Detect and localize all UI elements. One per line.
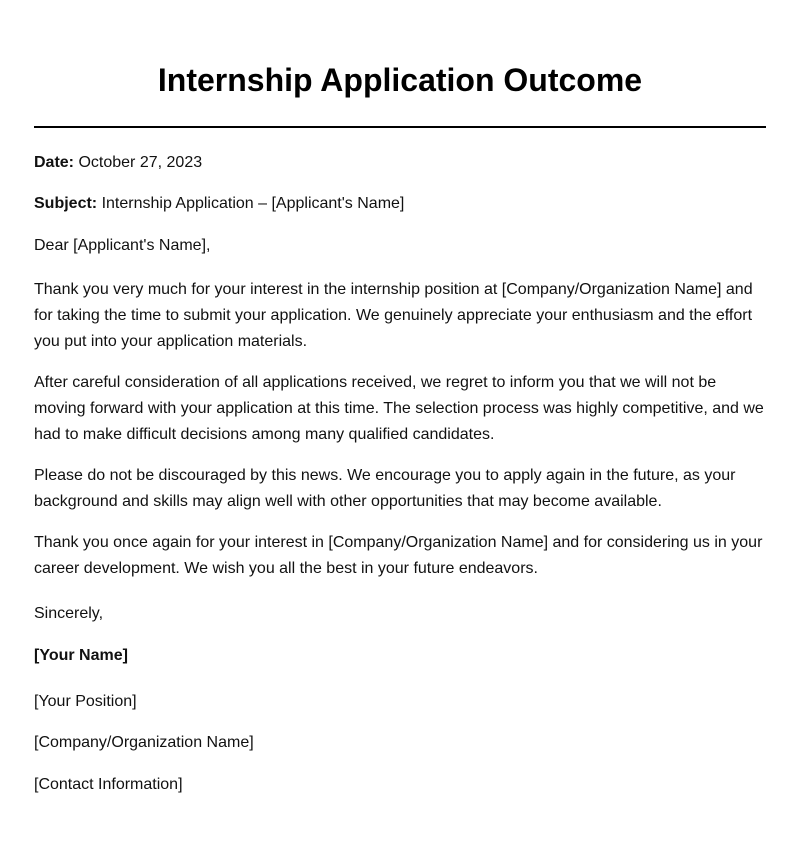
title-divider <box>34 126 766 128</box>
salutation: Dear [Applicant's Name], <box>34 237 211 254</box>
subject-label: Subject: <box>34 195 98 212</box>
signature-contact: [Contact Information] <box>34 776 183 793</box>
date-line <box>34 150 202 176</box>
signature-name: [Your Name] <box>34 647 128 664</box>
page-title: Internship Application Outcome <box>157 62 643 98</box>
date-value: October 27, 2023 <box>78 154 203 171</box>
paragraph-4: Thank you once again for your interest in [Company/Organization Name] and for considering us in your career development. We wish you all the best in your future endeavors. <box>34 534 763 577</box>
paragraph-2: After careful consideration of all applications received, we regret to inform you that we will not be moving forward with your application at this time. The selection process was highly competitive, and we had to make difficult decisions among many qualified candidates. <box>34 374 764 443</box>
date-label: Date: <box>34 154 75 171</box>
closing: Sincerely, <box>34 605 104 622</box>
paragraph-1: Thank you very much for your interest in the internship position at [Company/Organization Name] and for taking the time to submit your application. We genuinely appreciate your enthusiasm and the effort you put into your application materials. <box>34 281 753 350</box>
paragraph-3: Please do not be discouraged by this news. We encourage you to apply again in the future, as your background and skills may align well with other opportunities that may become available. <box>34 467 736 510</box>
subject-line <box>34 191 404 217</box>
signature-position: [Your Position] <box>34 693 137 710</box>
subject-value: Internship Application – [Applicant's Name] <box>101 195 405 212</box>
signature-organization: [Company/Organization Name] <box>34 734 254 751</box>
